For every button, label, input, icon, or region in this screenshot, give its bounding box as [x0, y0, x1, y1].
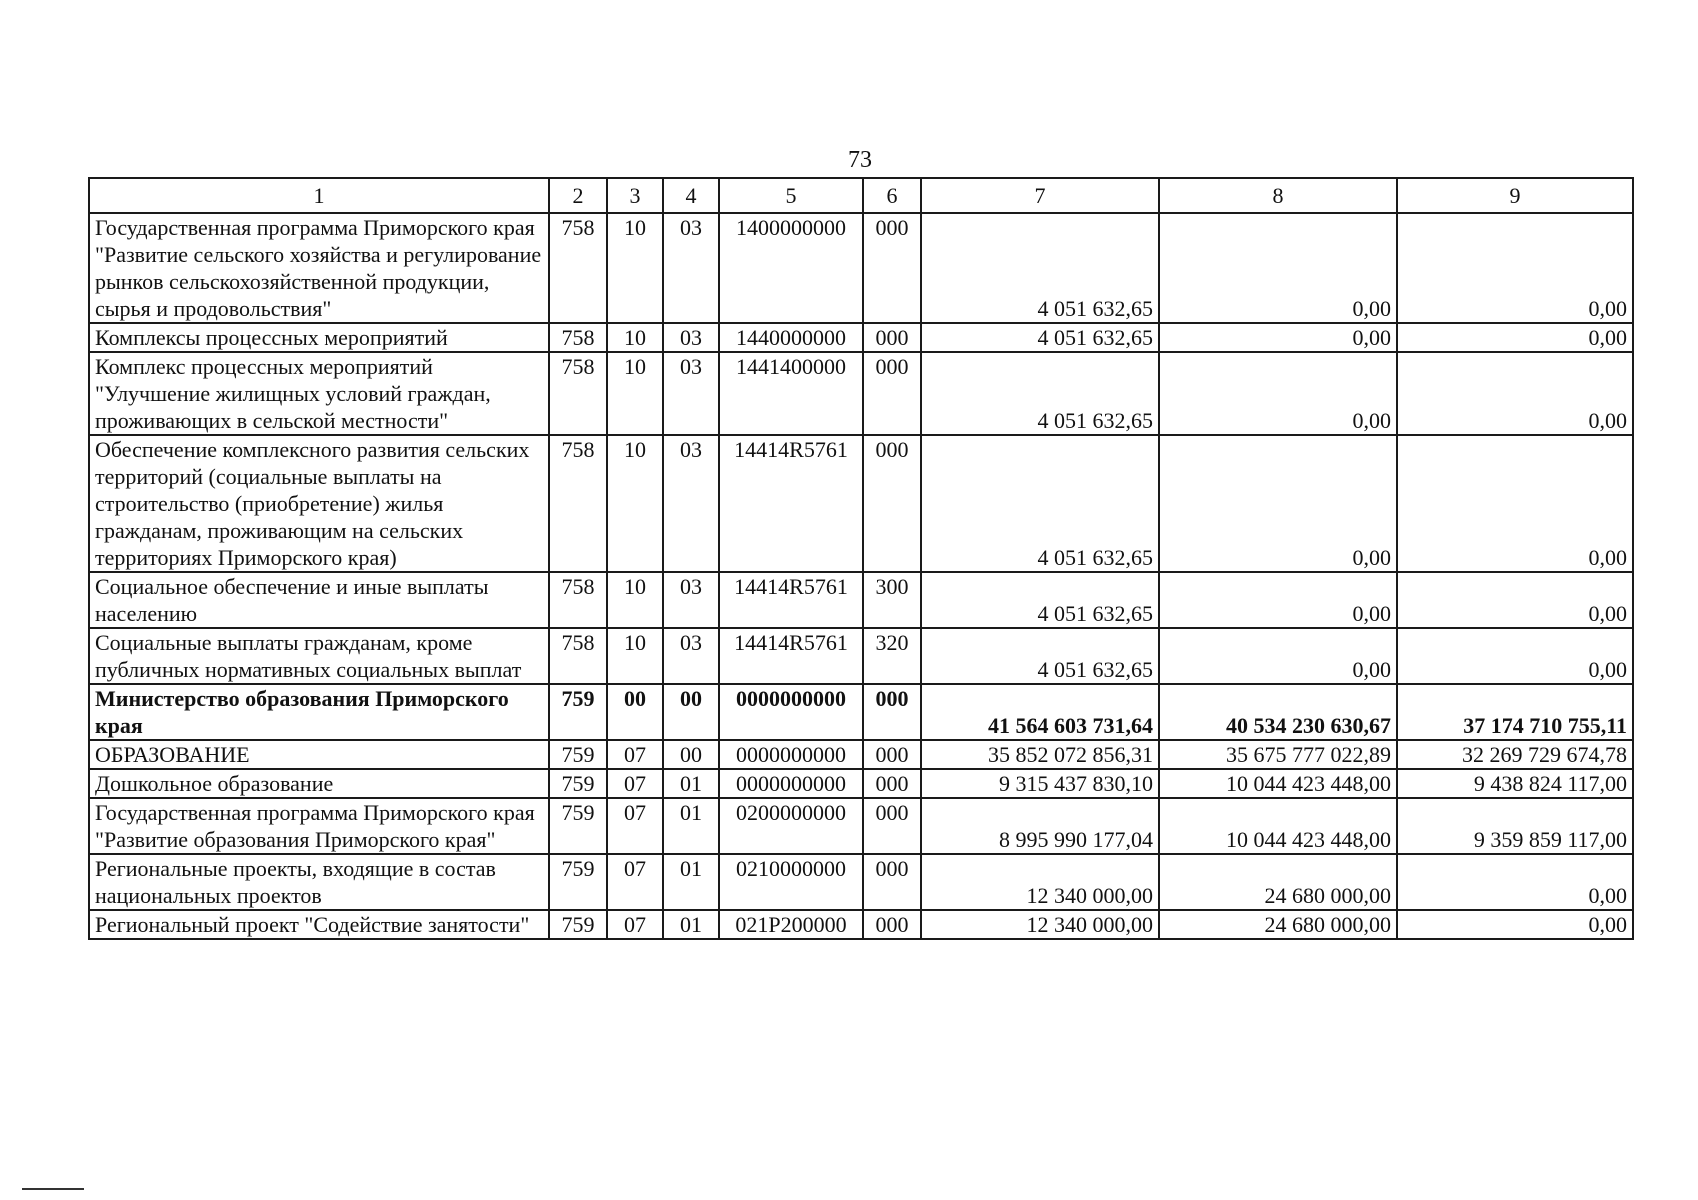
header-col-4: 4 [663, 178, 719, 213]
row-value-9: 32 269 729 674,78 [1397, 740, 1633, 769]
row-name: Региональные проекты, входящие в состав национальных проектов [89, 854, 549, 910]
row-code-5: 0210000000 [719, 854, 863, 910]
row-code-4: 01 [663, 910, 719, 939]
row-value-7: 4 051 632,65 [921, 435, 1159, 572]
row-code-6: 000 [863, 740, 921, 769]
row-code-4: 00 [663, 684, 719, 740]
row-name: ОБРАЗОВАНИЕ [89, 740, 549, 769]
row-name: Социальные выплаты гражданам, кроме публичных нормативных социальных выплат [89, 628, 549, 684]
footnote-separator [22, 1188, 84, 1190]
row-code-5: 14414R5761 [719, 572, 863, 628]
table-row [89, 684, 1633, 740]
table-row [89, 213, 1633, 323]
row-code-6: 000 [863, 769, 921, 798]
row-code-2: 759 [549, 798, 607, 854]
header-col-9: 9 [1397, 178, 1633, 213]
row-code-6: 000 [863, 854, 921, 910]
row-code-2: 759 [549, 684, 607, 740]
row-name: Региональный проект "Содействие занятости" [89, 910, 549, 939]
row-value-7: 8 995 990 177,04 [921, 798, 1159, 854]
row-code-4: 01 [663, 798, 719, 854]
row-name: Дошкольное образование [89, 769, 549, 798]
row-code-5: 1440000000 [719, 323, 863, 352]
row-value-9: 0,00 [1397, 213, 1633, 323]
row-name: Государственная программа Приморского края "Развитие образования Приморского края" [89, 798, 549, 854]
row-value-8: 0,00 [1159, 435, 1397, 572]
row-code-4: 03 [663, 213, 719, 323]
row-code-4: 01 [663, 854, 719, 910]
row-value-7: 4 051 632,65 [921, 572, 1159, 628]
row-code-2: 759 [549, 769, 607, 798]
row-value-8: 35 675 777 022,89 [1159, 740, 1397, 769]
row-code-3: 10 [607, 213, 663, 323]
row-code-4: 03 [663, 352, 719, 435]
row-code-3: 10 [607, 435, 663, 572]
row-code-2: 759 [549, 854, 607, 910]
row-code-2: 759 [549, 910, 607, 939]
table-header [89, 178, 1633, 213]
header-col-8: 8 [1159, 178, 1397, 213]
row-value-9: 0,00 [1397, 572, 1633, 628]
row-value-9: 0,00 [1397, 435, 1633, 572]
row-value-7: 4 051 632,65 [921, 628, 1159, 684]
row-code-3: 07 [607, 910, 663, 939]
row-value-8: 40 534 230 630,67 [1159, 684, 1397, 740]
row-value-7: 35 852 072 856,31 [921, 740, 1159, 769]
row-code-2: 758 [549, 435, 607, 572]
row-code-6: 300 [863, 572, 921, 628]
row-code-2: 759 [549, 740, 607, 769]
row-code-4: 03 [663, 435, 719, 572]
table-row [89, 352, 1633, 435]
row-value-9: 0,00 [1397, 628, 1633, 684]
table-row [89, 323, 1633, 352]
table-row [89, 798, 1633, 854]
table-row [89, 572, 1633, 628]
row-code-4: 03 [663, 323, 719, 352]
row-value-9: 9 359 859 117,00 [1397, 798, 1633, 854]
row-code-2: 758 [549, 628, 607, 684]
row-code-3: 10 [607, 352, 663, 435]
row-name: Комплексы процессных мероприятий [89, 323, 549, 352]
row-value-9: 0,00 [1397, 910, 1633, 939]
row-code-4: 03 [663, 572, 719, 628]
row-value-7: 12 340 000,00 [921, 854, 1159, 910]
row-value-9: 0,00 [1397, 352, 1633, 435]
row-code-5: 14414R5761 [719, 435, 863, 572]
row-code-3: 07 [607, 798, 663, 854]
row-code-6: 000 [863, 435, 921, 572]
row-code-6: 000 [863, 213, 921, 323]
row-value-8: 10 044 423 448,00 [1159, 769, 1397, 798]
header-col-1: 1 [89, 178, 549, 213]
row-code-5: 14414R5761 [719, 628, 863, 684]
row-code-2: 758 [549, 323, 607, 352]
header-col-6: 6 [863, 178, 921, 213]
row-name: Министерство образования Приморского края [89, 684, 549, 740]
header-col-5: 5 [719, 178, 863, 213]
row-code-3: 10 [607, 628, 663, 684]
row-value-7: 12 340 000,00 [921, 910, 1159, 939]
header-col-7: 7 [921, 178, 1159, 213]
row-value-7: 9 315 437 830,10 [921, 769, 1159, 798]
row-value-8: 24 680 000,00 [1159, 910, 1397, 939]
table-row [89, 740, 1633, 769]
row-value-9: 0,00 [1397, 854, 1633, 910]
header-col-3: 3 [607, 178, 663, 213]
row-value-8: 24 680 000,00 [1159, 854, 1397, 910]
table-body [89, 213, 1633, 939]
row-value-8: 0,00 [1159, 572, 1397, 628]
row-code-3: 07 [607, 740, 663, 769]
row-code-5: 0200000000 [719, 798, 863, 854]
row-value-8: 0,00 [1159, 213, 1397, 323]
row-code-5: 1400000000 [719, 213, 863, 323]
row-value-9: 37 174 710 755,11 [1397, 684, 1633, 740]
table-row [89, 769, 1633, 798]
row-code-3: 07 [607, 769, 663, 798]
row-code-3: 00 [607, 684, 663, 740]
row-value-7: 4 051 632,65 [921, 213, 1159, 323]
header-col-2: 2 [549, 178, 607, 213]
row-code-5: 0000000000 [719, 740, 863, 769]
row-code-5: 0000000000 [719, 684, 863, 740]
row-value-7: 4 051 632,65 [921, 323, 1159, 352]
row-name: Социальное обеспечение и иные выплаты населению [89, 572, 549, 628]
row-value-8: 0,00 [1159, 323, 1397, 352]
row-code-6: 000 [863, 910, 921, 939]
row-code-5: 0000000000 [719, 769, 863, 798]
row-code-2: 758 [549, 352, 607, 435]
row-value-8: 0,00 [1159, 352, 1397, 435]
row-code-6: 000 [863, 684, 921, 740]
row-value-9: 9 438 824 117,00 [1397, 769, 1633, 798]
header-row [89, 178, 1633, 213]
table-row [89, 435, 1633, 572]
table-row [89, 628, 1633, 684]
row-code-4: 00 [663, 740, 719, 769]
row-value-7: 41 564 603 731,64 [921, 684, 1159, 740]
budget-table [88, 177, 1634, 940]
row-code-6: 320 [863, 628, 921, 684]
row-value-8: 10 044 423 448,00 [1159, 798, 1397, 854]
page-number: 73 [848, 147, 872, 173]
row-code-4: 03 [663, 628, 719, 684]
row-code-4: 01 [663, 769, 719, 798]
row-code-6: 000 [863, 323, 921, 352]
row-name: Обеспечение комплексного развития сельских территорий (социальные выплаты на строительство (приобретение) жилья гражданам, проживающим на сельских территориях Приморского края) [89, 435, 549, 572]
row-code-5: 1441400000 [719, 352, 863, 435]
row-value-8: 0,00 [1159, 628, 1397, 684]
row-code-3: 07 [607, 854, 663, 910]
row-code-2: 758 [549, 572, 607, 628]
row-name: Государственная программа Приморского края "Развитие сельского хозяйства и регулирование рынков сельскохозяйственной продукции, сырья и продовольствия" [89, 213, 549, 323]
row-value-9: 0,00 [1397, 323, 1633, 352]
row-code-3: 10 [607, 323, 663, 352]
row-code-3: 10 [607, 572, 663, 628]
row-name: Комплекс процессных мероприятий "Улучшение жилищных условий граждан, проживающих в сельской местности" [89, 352, 549, 435]
row-code-5: 021P200000 [719, 910, 863, 939]
row-code-6: 000 [863, 352, 921, 435]
table-row [89, 854, 1633, 910]
row-value-7: 4 051 632,65 [921, 352, 1159, 435]
row-code-6: 000 [863, 798, 921, 854]
row-code-2: 758 [549, 213, 607, 323]
table-row [89, 910, 1633, 939]
